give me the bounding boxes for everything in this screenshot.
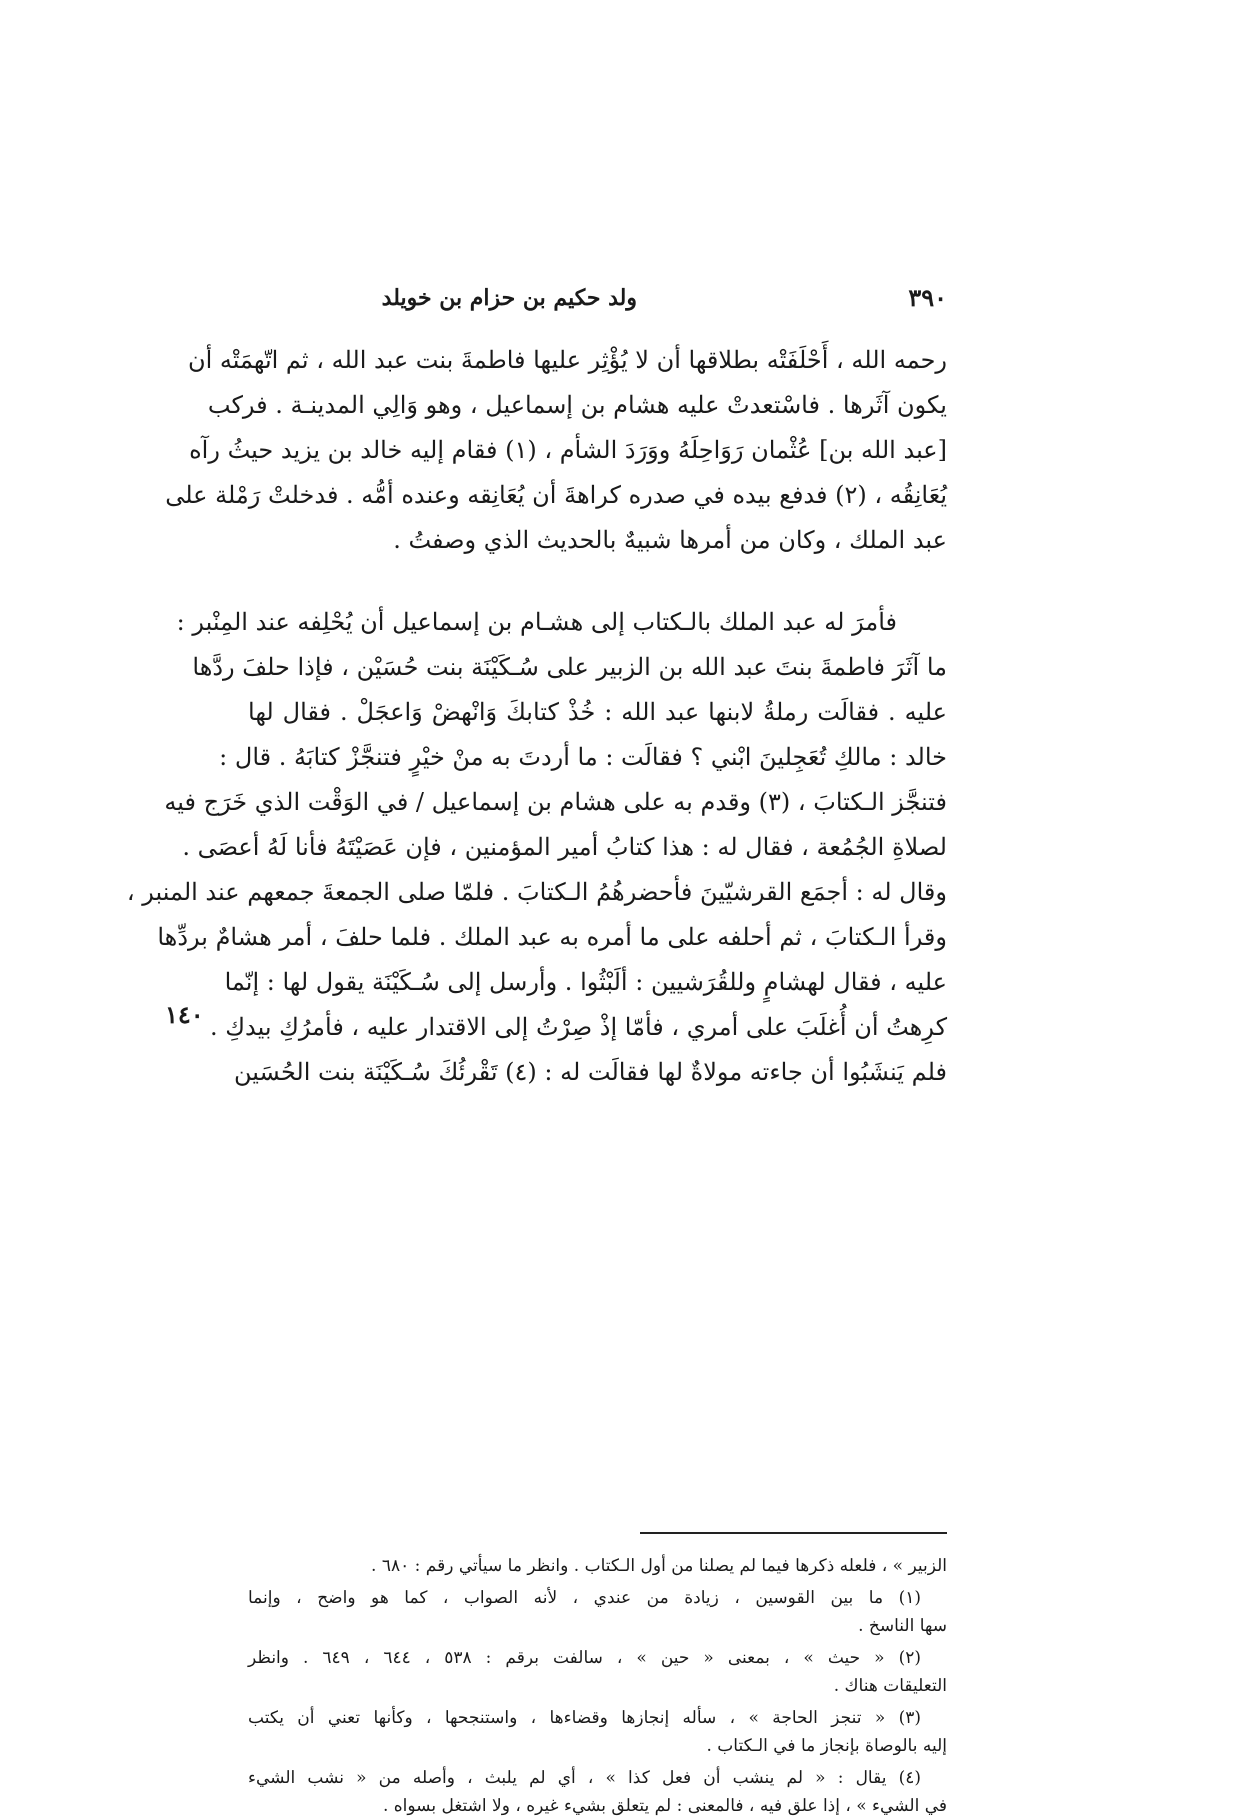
footnote-line: في الشيء » ، إذا علق فيه ، فالمعنى : لم يتعلق بشيء غيره ، ولا اشتغل بسواه . bbox=[382, 1796, 947, 1816]
text-line: عليه ، فقال لهشامٍ وللقُرَشيين : ألَبْثُوا . وأرسل إلى سُـكَيْنَة يقول لها : إنّما bbox=[224, 968, 947, 996]
footnote-1 bbox=[248, 1584, 947, 1640]
text-line: لصلاةِ الجُمُعة ، فقال له : هذا كتابُ أمير المؤمنين ، فإن عَصَيْتَهُ فأنا لَهُ أعصَى . bbox=[182, 833, 947, 861]
footnote-line: إليه بالوصاة بإنجاز ما في الـكتاب . bbox=[706, 1736, 947, 1756]
text-line: فلم يَنشَبُوا أن جاءته مولاةٌ لها فقالَت له : (٤) تَقْرئُكَ سُـكَيْنَة بنت الحُسَين bbox=[234, 1058, 947, 1086]
running-head bbox=[248, 283, 947, 323]
paragraph-1 bbox=[165, 338, 947, 563]
text-line: عليه . فقالَت رملةُ لابنها عبد الله : خُذْ كتابكَ وَانْهضْ وَاعجَلْ . فقال لها bbox=[248, 698, 947, 726]
text-line: وقرأ الـكتابَ ، ثم أحلفه على ما أمره به عبد الملك . فلما حلفَ ، أمر هشامٌ بردِّها bbox=[157, 923, 947, 951]
footnote-line: (٤) يقال : « لم ينشب أن فعل كذا » ، أي لم يلبث ، وأصله من « نشب الشيء bbox=[248, 1768, 921, 1788]
footnote-line: سها الناسخ . bbox=[858, 1616, 947, 1636]
footnote-continuation: الزبير » ، فلعله ذكرها فيما لم يصلنا من أول الـكتاب . وانظر ما سيأتي رقم : ٦٨٠ . bbox=[371, 1556, 947, 1576]
footnote-2 bbox=[248, 1644, 947, 1700]
text-line: خالد : مالكِ تُعَجِلينَ ابْني ؟ فقالَت : ما أردتَ به منْ خيْرٍ فتنجَّزْ كتابَهُ . قال : bbox=[219, 743, 947, 771]
text-line: يُعَانِقُه ، (٢) فدفع بيده في صدره كراهةَ أن يُعَانِقه وعنده أمُّه . فدخلتْ رَمْلة على bbox=[165, 481, 947, 509]
text-line: عبد الملك ، وكان من أمرها شبيهٌ بالحديث الذي وصفتُ . bbox=[393, 526, 947, 554]
text-line: ما آثَرَ فاطمةَ بنتَ عبد الله بن الزبير على سُـكَيْنَة بنت حُسَيْن ، فإذا حلفَ ردَّها bbox=[192, 653, 947, 681]
footnote-line: (٣) « تنجز الحاجة » ، سأله إنجازها وقضاءها ، واستنجحها ، وكأنها تعني أن يكتب bbox=[248, 1708, 921, 1728]
footnotes bbox=[248, 1552, 947, 1820]
footnote-line: التعليقات هناك . bbox=[833, 1676, 947, 1696]
footnote-3 bbox=[248, 1704, 947, 1760]
text-line: كرِهتُ أن أُغلَبَ على أمري ، فأمّا إذْ صِرْتُ إلى الاقتدار عليه ، فأمرُكِ بيدكِ . bbox=[209, 1013, 947, 1041]
page-number: ٣٩٠ bbox=[908, 283, 947, 312]
footnote-4 bbox=[248, 1764, 947, 1820]
paragraph-gap bbox=[248, 563, 947, 600]
footnote-line: (٢) « حيث » ، بمعنى « حين » ، سالفت برقم : ٥٣٨ ، ٦٤٤ ، ٦٤٩ . وانظر bbox=[248, 1648, 921, 1668]
footnote-divider bbox=[640, 1532, 947, 1534]
text-line: فتنجَّز الـكتابَ ، (٣) وقدم به على هشام بن إسماعيل / في الوَقْت الذي خَرَج فيه bbox=[164, 788, 947, 816]
text-line: يكون آثَرها . فاسْتعدتْ عليه هشام بن إسماعيل ، وهو وَالِي المدينـة . فركب bbox=[207, 391, 947, 419]
text-line: رحمه الله ، أَحْلَفَتْه بطلاقها أن لا يُؤْثِر عليها فاطمةَ بنت عبد الله ، ثم اتّهمَتْه أن bbox=[187, 346, 947, 374]
text-line: [عبد الله بن] عُثْمان رَوَاحِلَهُ ووَرَدَ الشأم ، (١) فقام إليه خالد بن يزيد حيثُ رآه bbox=[189, 436, 947, 464]
text-line: فأمرَ له عبد الملك بالـكتاب إلى هشـام بن إسماعيل أن يُحْلِفه عند المِنْبر : bbox=[176, 608, 897, 636]
margin-page-reference: ١٤٠ bbox=[165, 1000, 204, 1029]
text-line: وقال له : أجمَع القرشيّينَ فأحضرهُمُ الـكتابَ . فلمّا صلى الجمعةَ جمعهم عند المنبر ، bbox=[126, 878, 947, 906]
running-title: ولد حكيم بن حزام بن خويلد bbox=[381, 285, 637, 311]
footnote-line: (١) ما بين القوسين ، زيادة من عندي ، لأنه الصواب ، كما هو واضح ، وإنما bbox=[248, 1588, 921, 1608]
